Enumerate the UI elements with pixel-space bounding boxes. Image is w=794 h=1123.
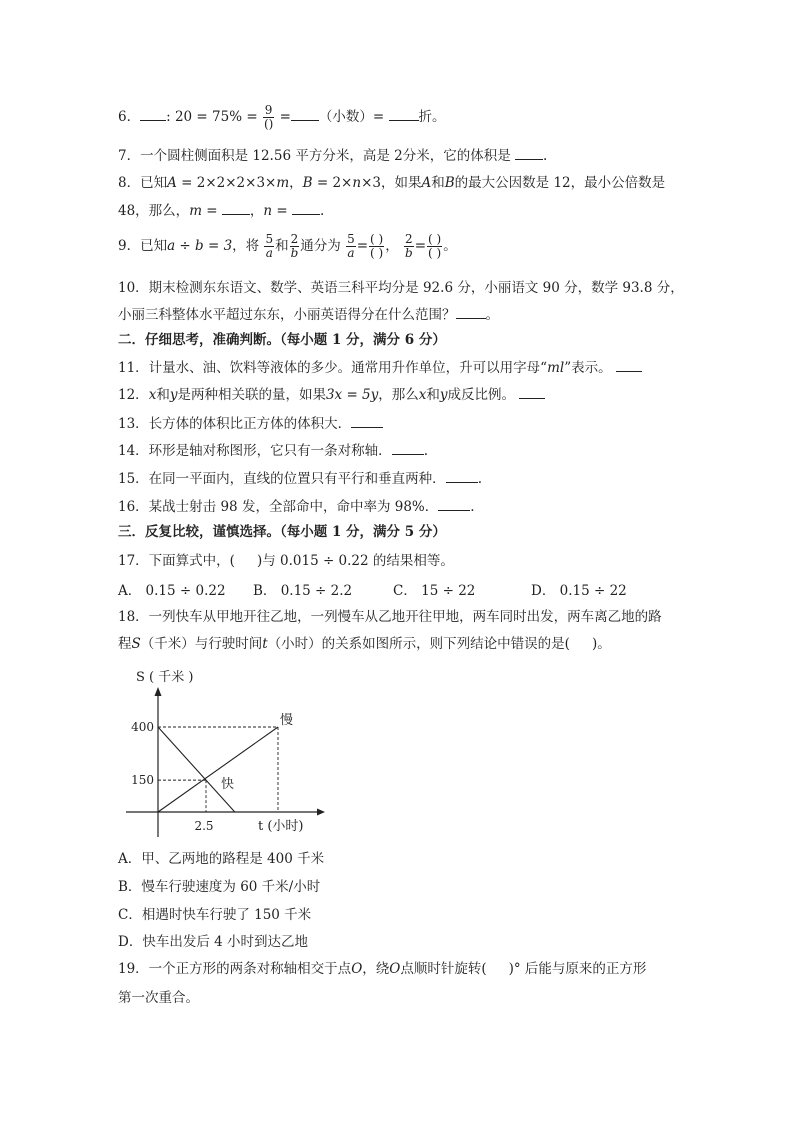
question-15: 15．在同一平面内，直线的位置只有平行和垂直两种． . [118,468,482,489]
x-axis-arrow [317,809,325,816]
question-8-line-2: 48，那么，m = ，n = . [118,200,324,221]
option-c[interactable]: C． 15 ÷ 22 [393,583,476,599]
option-a[interactable]: A． 0.15 ÷ 0.22 [118,583,226,599]
series-slow-line [158,727,278,812]
question-19-line-2: 第一次重合。 [118,990,199,1006]
answer-blank[interactable] [456,304,486,319]
q18-option-d[interactable]: D．快车出发后 4 小时到达乙地 [118,934,308,950]
y-axis-label: S ( 千米 ) [136,670,194,685]
question-8-line-1: 8．已知A = 2×2×2×3×m，B = 2×n×3，如果A和B的最大公因数是 12，最小公倍数是 [118,175,666,191]
q18-option-c[interactable]: C．相遇时快车行驶了 150 千米 [118,907,312,923]
question-10-line-1: 10．期末检测东东语文、数学、英语三科平均分是 92.6 分，小丽语文 90 分，数学 93.8 分， [118,280,684,296]
question-16: 16．某战士射击 98 发，全部命中，命中率为 98%． . [118,496,475,517]
fraction: $\frac{9}{()}$ [263,103,274,131]
question-17: 17．下面算式中，( )与 0.015 ÷ 0.22 的结果相等。 [118,553,454,569]
question-13: 13．长方体的体积比正方体的体积大． [118,413,383,434]
series-label-fast: 快 [221,777,235,793]
answer-blank[interactable] [438,496,470,511]
question-6: 6． : 20 = 75% = $\frac{9}{()}$ = （小数）= 折。 [118,103,446,131]
series-label-slow: 慢 [280,713,294,728]
answer-blank[interactable] [351,413,383,428]
answer-blank[interactable] [291,106,319,121]
y-tick-400: 400 [131,720,154,734]
question-18-line-1: 18．一列快车从甲地开往乙地，一列慢车从乙地开往甲地，两车同时出发，两车离乙地的路 [118,609,662,625]
series-fast-line [158,727,235,812]
q18-option-b[interactable]: B．慢车行驶速度为 60 千米/小时 [118,879,321,895]
answer-blank[interactable] [222,200,250,215]
question-9: 9．已知a ÷ b = 3，将 $\frac{5}{a}$ 和 $\frac{2}{b}$ 通分为 $\frac{5}{a}$ = $\frac{( )}{( )}$ ， $\frac{2}{b}$ = $\frac{( )}{( )}$ 。 [118,232,457,260]
answer-blank[interactable] [446,468,478,483]
answer-blank[interactable] [389,106,419,121]
x-axis-label: t (小时) [258,819,304,834]
answer-blank[interactable] [515,145,543,160]
question-12: 12．x和y是两种相关联的量，如果3x = 5y，那么x和y成反比例。 [118,384,545,405]
question-11: 11．计量水、油、饮料等液体的多少。通常用升作单位，升可以用字母“ml”表示。 [118,357,642,378]
question-7: 7．一个圆柱侧面积是 12.56 平方分米，高是 2分米，它的体积是 . [118,145,547,166]
answer-blank[interactable] [392,440,424,455]
section-2-heading: 二．仔细思考，准确判断。（每小题 1 分，满分 6 分） [118,332,446,348]
answer-blank[interactable] [519,384,545,399]
q18-option-a[interactable]: A．甲、乙两地的路程是 400 千米 [118,851,325,867]
answer-blank[interactable] [292,200,320,215]
question-17-options [118,581,627,601]
section-3-heading: 三．反复比较，谨慎选择。（每小题 1 分，满分 5 分） [118,524,446,540]
fraction-blank[interactable]: $\frac{( )}{( )}$ [370,232,384,260]
q6-number: 6． [118,109,141,125]
y-tick-150: 150 [131,773,154,788]
distance-time-chart [118,665,348,840]
y-axis-arrow [155,687,162,696]
x-tick-2-5: 2.5 [194,819,214,833]
question-19-line-1: 19．一个正方形的两条对称轴相交于点O，绕O点顺时针旋转( )° 后能与原来的正方形 [118,961,647,977]
question-10-line-2: 小丽三科整体水平超过东东，小丽英语得分在什么范围？ 。 [118,304,499,325]
fraction-blank[interactable]: $\frac{( )}{( )}$ [428,232,442,260]
option-d[interactable]: D． 0.15 ÷ 22 [531,583,627,599]
question-14: 14．环形是轴对称图形，它只有一条对称轴． . [118,440,428,461]
option-b[interactable]: B． 0.15 ÷ 2.2 [253,583,353,599]
question-18-line-2: 程S（千米）与行驶时间t（小时）的关系如图所示，则下列结论中错误的是( )。 [118,636,611,652]
answer-blank[interactable] [616,357,642,372]
answer-blank[interactable] [140,106,166,121]
